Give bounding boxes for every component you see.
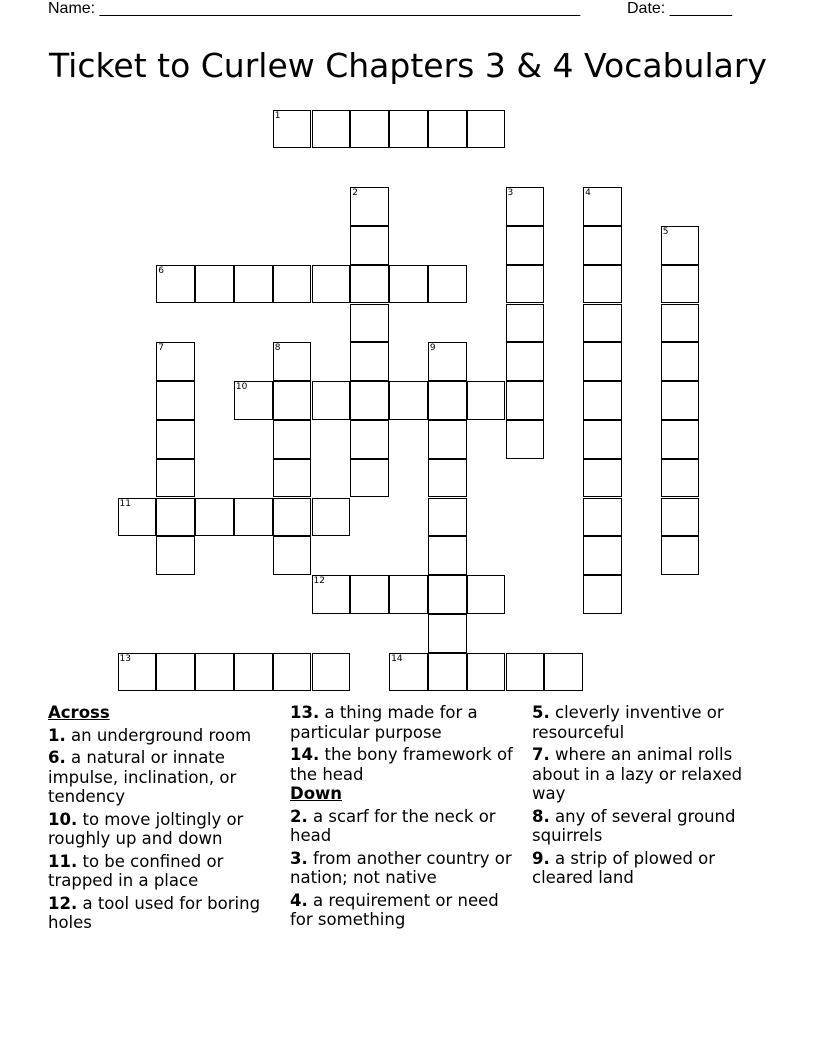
grid-cell[interactable] (195, 265, 234, 304)
grid-cell[interactable] (273, 265, 312, 304)
clues-column-1 (48, 703, 278, 933)
clue-down-8 (532, 807, 772, 846)
grid-cell[interactable] (195, 498, 234, 537)
grid-cell[interactable] (661, 536, 700, 575)
grid-cell[interactable] (661, 265, 700, 304)
grid-cell[interactable] (234, 381, 273, 420)
grid-cell[interactable] (273, 342, 312, 381)
clue-text: a tool used for boring holes (48, 893, 261, 932)
grid-cell[interactable] (428, 420, 467, 459)
clue-across-11 (48, 852, 278, 891)
grid-cell[interactable] (312, 653, 351, 692)
clue-down-2 (290, 807, 522, 846)
clue-across-12 (48, 894, 278, 933)
grid-cell[interactable] (312, 110, 351, 149)
clue-number: 10. (48, 809, 78, 829)
clue-number: 6. (48, 748, 66, 767)
down-heading: Down (290, 784, 343, 803)
grid-cell[interactable] (312, 381, 351, 420)
grid-cell[interactable] (234, 265, 273, 304)
grid-cell[interactable] (273, 653, 312, 692)
grid-cell[interactable] (389, 110, 428, 149)
grid-cell[interactable] (506, 653, 545, 692)
clue-text: a strip of plowed or cleared land (532, 848, 716, 887)
clue-text: a requirement or need for something (290, 890, 499, 929)
clue-down-9 (532, 849, 772, 888)
grid-cell[interactable] (583, 304, 622, 343)
clue-number: 2. (290, 806, 308, 826)
grid-cell[interactable] (467, 653, 506, 692)
clue-text: to be confined or trapped in a place (48, 851, 224, 890)
clue-text: the bony framework of the head (290, 745, 513, 784)
grid-cell[interactable] (583, 536, 622, 575)
grid-cell[interactable] (156, 653, 195, 692)
name-field-label: Name: ______________________________________________________ (48, 0, 581, 17)
grid-cell[interactable] (312, 265, 351, 304)
grid-cell[interactable] (661, 381, 700, 420)
clue-number: 5. (532, 703, 550, 722)
clue-down-4 (290, 891, 522, 930)
grid-cell[interactable] (118, 653, 157, 692)
grid-cell[interactable] (156, 536, 195, 575)
grid-cell[interactable] (583, 265, 622, 304)
clue-text: an underground room (71, 725, 252, 745)
clue-number-label: 10 (235, 382, 248, 393)
grid-cell[interactable] (661, 342, 700, 381)
clue-number-label: 9 (429, 343, 436, 354)
grid-cell[interactable] (583, 187, 622, 226)
grid-cell[interactable] (467, 110, 506, 149)
clue-across-13 (290, 703, 522, 742)
grid-cell[interactable] (428, 653, 467, 692)
clue-text: cleverly inventive or resourceful (532, 703, 724, 742)
grid-cell[interactable] (506, 420, 545, 459)
grid-cell[interactable] (195, 653, 234, 692)
grid-cell[interactable] (428, 110, 467, 149)
grid-cell[interactable] (661, 459, 700, 498)
grid-cell[interactable] (583, 498, 622, 537)
grid-cell[interactable] (428, 381, 467, 420)
grid-cell[interactable] (350, 304, 389, 343)
grid-cell[interactable] (661, 420, 700, 459)
grid-cell[interactable] (273, 536, 312, 575)
clue-down-7 (532, 745, 772, 804)
clue-number-label: 7 (158, 343, 165, 354)
clue-text: a natural or innate impulse, inclination, or tendency (48, 748, 237, 806)
clues-column-3 (532, 703, 772, 888)
date-field-label: Date: _______ (627, 0, 732, 17)
across-heading: Across (48, 703, 110, 722)
clue-text: any of several ground squirrels (532, 806, 736, 845)
clue-number-label: 8 (274, 343, 281, 354)
clue-across-14 (290, 745, 522, 784)
clue-text: a scarf for the neck or head (290, 806, 496, 845)
grid-cell[interactable] (428, 498, 467, 537)
grid-cell[interactable] (583, 575, 622, 614)
grid-cell[interactable] (273, 110, 312, 149)
clue-across-6 (48, 748, 278, 807)
grid-cell[interactable] (506, 304, 545, 343)
grid-cell[interactable] (156, 342, 195, 381)
grid-cell[interactable] (350, 342, 389, 381)
grid-cell[interactable] (661, 498, 700, 537)
grid-cell[interactable] (583, 459, 622, 498)
grid-cell[interactable] (428, 614, 467, 653)
grid-cell[interactable] (350, 110, 389, 149)
page-title: Ticket to Curlew Chapters 3 & 4 Vocabulary (49, 46, 767, 85)
grid-cell[interactable] (467, 381, 506, 420)
grid-cell[interactable] (506, 187, 545, 226)
grid-cell[interactable] (273, 381, 312, 420)
grid-cell[interactable] (234, 653, 273, 692)
clue-number-label: 14 (391, 653, 403, 664)
clue-number: 3. (290, 848, 308, 868)
grid-cell[interactable] (506, 381, 545, 420)
grid-cell[interactable] (389, 575, 428, 614)
clue-number-label: 12 (313, 576, 325, 587)
clue-number-label: 11 (119, 498, 131, 509)
clue-number: 11. (48, 851, 78, 871)
grid-cell[interactable] (156, 381, 195, 420)
grid-cell[interactable] (389, 265, 428, 304)
grid-cell[interactable] (544, 653, 583, 692)
clue-text: a thing made for a particular purpose (290, 703, 478, 742)
grid-cell[interactable] (428, 575, 467, 614)
clue-number-label: 13 (119, 653, 131, 664)
clue-across-10 (48, 810, 278, 849)
grid-cell[interactable] (583, 381, 622, 420)
grid-cell[interactable] (273, 459, 312, 498)
clue-down-5 (532, 703, 772, 742)
grid-cell[interactable] (312, 498, 351, 537)
clue-text: to move joltingly or roughly up and down (48, 809, 244, 848)
grid-cell[interactable] (506, 226, 545, 265)
clues-column-2 (290, 703, 522, 930)
grid-cell[interactable] (506, 265, 545, 304)
clue-text: where an animal rolls about in a lazy or relaxed way (532, 745, 743, 803)
clue-number-label: 2 (352, 188, 359, 199)
grid-cell[interactable] (350, 575, 389, 614)
grid-cell[interactable] (350, 459, 389, 498)
grid-cell[interactable] (156, 459, 195, 498)
grid-cell[interactable] (350, 187, 389, 226)
clue-across-1 (48, 726, 278, 746)
grid-cell[interactable] (389, 653, 428, 692)
grid-cell[interactable] (583, 420, 622, 459)
grid-cell[interactable] (350, 420, 389, 459)
grid-cell[interactable] (273, 420, 312, 459)
clue-number-label: 5 (662, 226, 669, 237)
grid-cell[interactable] (428, 536, 467, 575)
grid-cell[interactable] (467, 575, 506, 614)
grid-cell[interactable] (350, 226, 389, 265)
clue-text: from another country or nation; not native (290, 848, 512, 887)
clue-number: 1. (48, 725, 66, 745)
grid-cell[interactable] (156, 498, 195, 537)
grid-cell[interactable] (156, 420, 195, 459)
clue-number: 8. (532, 806, 550, 826)
grid-cell[interactable] (234, 498, 273, 537)
grid-cell[interactable] (118, 498, 157, 537)
clue-number-label: 3 (507, 188, 514, 199)
clue-number: 14. (290, 745, 320, 764)
grid-cell[interactable] (428, 342, 467, 381)
grid-cell[interactable] (661, 304, 700, 343)
clue-number: 9. (532, 848, 550, 868)
grid-cell[interactable] (350, 381, 389, 420)
clue-number-label: 1 (274, 110, 281, 121)
clue-number: 13. (290, 703, 320, 722)
clue-number: 4. (290, 890, 308, 910)
grid-cell[interactable] (506, 342, 545, 381)
clue-number-label: 6 (158, 265, 165, 276)
clue-number-label: 4 (585, 188, 591, 199)
clue-number: 7. (532, 745, 550, 764)
grid-cell[interactable] (312, 575, 351, 614)
grid-cell[interactable] (583, 342, 622, 381)
clue-down-3 (290, 849, 522, 888)
grid-cell[interactable] (661, 226, 700, 265)
grid-cell[interactable] (389, 381, 428, 420)
grid-cell[interactable] (428, 459, 467, 498)
clue-number: 12. (48, 893, 78, 913)
grid-cell[interactable] (156, 265, 195, 304)
grid-cell[interactable] (428, 265, 467, 304)
grid-cell[interactable] (273, 498, 312, 537)
grid-cell[interactable] (583, 226, 622, 265)
grid-cell[interactable] (350, 265, 389, 304)
